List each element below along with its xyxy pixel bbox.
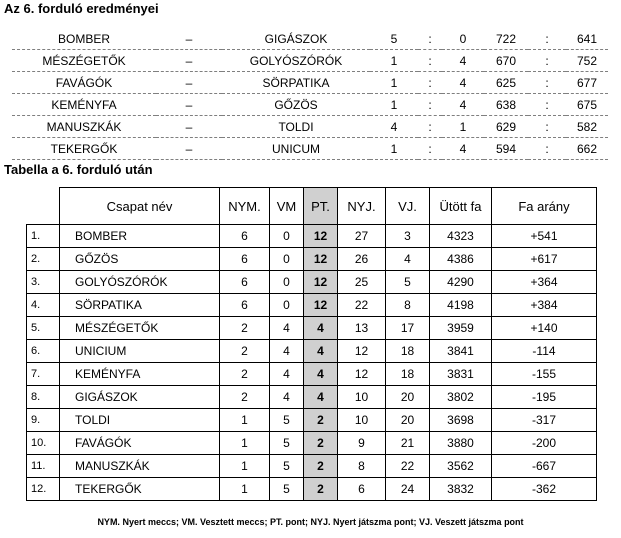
- result-row: [12, 116, 608, 138]
- standing-points: 12: [304, 248, 338, 271]
- result-score-away: 1: [442, 116, 484, 138]
- standing-games-lost: 5: [386, 271, 430, 294]
- standing-rank: 4.: [27, 294, 60, 317]
- header-games-won: NYJ.: [338, 188, 386, 225]
- header-won: NYM.: [220, 188, 270, 225]
- standings-row: [27, 248, 597, 271]
- standing-ratio: +384: [492, 294, 597, 317]
- result-wood-away: 582: [566, 116, 608, 138]
- standing-team: TOLDI: [60, 409, 220, 432]
- header-lost: VM: [270, 188, 304, 225]
- standings-row: [27, 432, 597, 455]
- result-dash: –: [156, 138, 222, 160]
- result-home: TEKERGŐK: [12, 138, 156, 160]
- standing-ratio: +541: [492, 225, 597, 248]
- standing-lost: 0: [270, 271, 304, 294]
- standings-title: Tabella a 6. forduló után: [4, 162, 153, 177]
- result-wood-home: 629: [484, 116, 528, 138]
- result-wood-home: 625: [484, 72, 528, 94]
- standing-games-lost: 17: [386, 317, 430, 340]
- standing-team: GIGÁSZOK: [60, 386, 220, 409]
- standing-ratio: -200: [492, 432, 597, 455]
- standings-row: [27, 317, 597, 340]
- standings-row: [27, 455, 597, 478]
- result-away: GŐZÖS: [222, 94, 370, 116]
- standing-wood: 4386: [430, 248, 492, 271]
- standing-games-lost: 3: [386, 225, 430, 248]
- standings-row: [27, 363, 597, 386]
- standing-games-lost: 8: [386, 294, 430, 317]
- result-home: FAVÁGÓK: [12, 72, 156, 94]
- result-wood-away: 752: [566, 50, 608, 72]
- result-row: [12, 28, 608, 50]
- standing-games-won: 13: [338, 317, 386, 340]
- standing-ratio: -114: [492, 340, 597, 363]
- result-dash: –: [156, 50, 222, 72]
- standings-row: [27, 409, 597, 432]
- standing-rank: 11.: [27, 455, 60, 478]
- result-wood-sep: :: [528, 50, 566, 72]
- standing-won: 1: [220, 409, 270, 432]
- standing-rank: 12.: [27, 478, 60, 501]
- result-home: MANUSZKÁK: [12, 116, 156, 138]
- result-score-away: 4: [442, 94, 484, 116]
- standing-games-lost: 24: [386, 478, 430, 501]
- standing-wood: 3831: [430, 363, 492, 386]
- result-score-away: 0: [442, 28, 484, 50]
- result-dash: –: [156, 94, 222, 116]
- standing-games-won: 10: [338, 409, 386, 432]
- standing-games-won: 8: [338, 455, 386, 478]
- standing-team: SÖRPATIKA: [60, 294, 220, 317]
- standing-won: 2: [220, 363, 270, 386]
- standing-games-won: 9: [338, 432, 386, 455]
- standing-points: 2: [304, 409, 338, 432]
- standing-rank: 3.: [27, 271, 60, 294]
- standing-won: 6: [220, 248, 270, 271]
- standing-lost: 0: [270, 294, 304, 317]
- standing-lost: 4: [270, 317, 304, 340]
- legend-note: NYM. Nyert meccs; VM. Vesztett meccs; PT. pont; NYJ. Nyert játszma pont; VJ. Veszett játszma pont: [97, 517, 524, 527]
- standing-rank: 9.: [27, 409, 60, 432]
- result-score-sep: :: [418, 116, 442, 138]
- standing-wood: 3562: [430, 455, 492, 478]
- result-away: SÖRPATIKA: [222, 72, 370, 94]
- standing-wood: 3959: [430, 317, 492, 340]
- result-score-away: 4: [442, 50, 484, 72]
- result-score-sep: :: [418, 138, 442, 160]
- standing-games-won: 26: [338, 248, 386, 271]
- standing-points: 4: [304, 386, 338, 409]
- result-wood-away: 662: [566, 138, 608, 160]
- standing-team: MÉSZÉGETŐK: [60, 317, 220, 340]
- standing-games-lost: 20: [386, 386, 430, 409]
- standing-points: 4: [304, 317, 338, 340]
- result-wood-home: 670: [484, 50, 528, 72]
- result-away: GIGÁSZOK: [222, 28, 370, 50]
- standing-lost: 5: [270, 409, 304, 432]
- result-score-sep: :: [418, 28, 442, 50]
- standing-ratio: -667: [492, 455, 597, 478]
- standing-rank: 2.: [27, 248, 60, 271]
- standing-won: 2: [220, 317, 270, 340]
- standing-lost: 4: [270, 386, 304, 409]
- standing-ratio: +364: [492, 271, 597, 294]
- result-score-sep: :: [418, 50, 442, 72]
- result-row: [12, 138, 608, 160]
- standing-rank: 6.: [27, 340, 60, 363]
- result-wood-home: 594: [484, 138, 528, 160]
- standing-games-lost: 4: [386, 248, 430, 271]
- standings-row: [27, 225, 597, 248]
- round-results-title: Az 6. forduló eredményei: [4, 1, 159, 16]
- standing-points: 4: [304, 363, 338, 386]
- standing-games-won: 25: [338, 271, 386, 294]
- standing-ratio: -195: [492, 386, 597, 409]
- standing-games-lost: 21: [386, 432, 430, 455]
- standing-won: 1: [220, 455, 270, 478]
- standing-won: 1: [220, 432, 270, 455]
- standings-table: [26, 187, 597, 501]
- result-away: TOLDI: [222, 116, 370, 138]
- header-wood: Ütött fa: [430, 188, 492, 225]
- result-score-home: 1: [370, 94, 418, 116]
- standings-row: [27, 386, 597, 409]
- result-score-home: 4: [370, 116, 418, 138]
- standing-won: 1: [220, 478, 270, 501]
- result-away: UNICUM: [222, 138, 370, 160]
- result-wood-away: 641: [566, 28, 608, 50]
- standing-lost: 5: [270, 432, 304, 455]
- result-wood-sep: :: [528, 94, 566, 116]
- header-corner: [27, 188, 60, 225]
- standing-ratio: -155: [492, 363, 597, 386]
- standing-team: KEMÉNYFA: [60, 363, 220, 386]
- standings-row: [27, 340, 597, 363]
- standing-rank: 1.: [27, 225, 60, 248]
- result-home: KEMÉNYFA: [12, 94, 156, 116]
- result-dash: –: [156, 28, 222, 50]
- result-wood-sep: :: [528, 28, 566, 50]
- standing-rank: 10.: [27, 432, 60, 455]
- result-home: BOMBER: [12, 28, 156, 50]
- standing-wood: 4198: [430, 294, 492, 317]
- result-score-sep: :: [418, 72, 442, 94]
- result-wood-home: 722: [484, 28, 528, 50]
- standing-points: 2: [304, 432, 338, 455]
- standing-games-won: 12: [338, 340, 386, 363]
- standing-wood: 4323: [430, 225, 492, 248]
- standing-ratio: -362: [492, 478, 597, 501]
- round-results-table: [12, 28, 608, 160]
- header-ratio: Fa arány: [492, 188, 597, 225]
- standings-row: [27, 478, 597, 501]
- standing-wood: 3802: [430, 386, 492, 409]
- standing-points: 12: [304, 225, 338, 248]
- result-dash: –: [156, 116, 222, 138]
- result-score-away: 4: [442, 72, 484, 94]
- standing-wood: 3698: [430, 409, 492, 432]
- result-wood-sep: :: [528, 138, 566, 160]
- result-score-home: 1: [370, 50, 418, 72]
- standing-games-won: 22: [338, 294, 386, 317]
- standing-wood: 3841: [430, 340, 492, 363]
- standing-ratio: +140: [492, 317, 597, 340]
- result-row: [12, 72, 608, 94]
- standing-ratio: -317: [492, 409, 597, 432]
- standing-points: 2: [304, 455, 338, 478]
- header-points: PT.: [304, 188, 338, 225]
- result-dash: –: [156, 72, 222, 94]
- standings-row: [27, 294, 597, 317]
- standing-lost: 5: [270, 455, 304, 478]
- standings-header-row: [27, 188, 597, 225]
- result-wood-sep: :: [528, 116, 566, 138]
- result-wood-sep: :: [528, 72, 566, 94]
- standing-games-won: 27: [338, 225, 386, 248]
- standing-points: 12: [304, 271, 338, 294]
- standing-ratio: +617: [492, 248, 597, 271]
- header-games-lost: VJ.: [386, 188, 430, 225]
- standing-team: UNICIUM: [60, 340, 220, 363]
- standing-wood: 4290: [430, 271, 492, 294]
- standing-games-won: 12: [338, 363, 386, 386]
- standing-rank: 5.: [27, 317, 60, 340]
- standing-games-lost: 22: [386, 455, 430, 478]
- standing-rank: 7.: [27, 363, 60, 386]
- result-score-away: 4: [442, 138, 484, 160]
- result-score-home: 1: [370, 72, 418, 94]
- standing-lost: 5: [270, 478, 304, 501]
- standing-games-lost: 18: [386, 340, 430, 363]
- standing-lost: 4: [270, 363, 304, 386]
- standing-team: GOLYÓSZÓRÓK: [60, 271, 220, 294]
- result-home: MÉSZÉGETŐK: [12, 50, 156, 72]
- standings-row: [27, 271, 597, 294]
- standing-games-lost: 20: [386, 409, 430, 432]
- standing-points: 4: [304, 340, 338, 363]
- result-score-home: 5: [370, 28, 418, 50]
- standing-rank: 8.: [27, 386, 60, 409]
- standing-points: 2: [304, 478, 338, 501]
- standing-points: 12: [304, 294, 338, 317]
- standing-lost: 4: [270, 340, 304, 363]
- standing-team: BOMBER: [60, 225, 220, 248]
- result-row: [12, 50, 608, 72]
- standing-won: 2: [220, 386, 270, 409]
- standing-games-won: 10: [338, 386, 386, 409]
- standing-lost: 0: [270, 248, 304, 271]
- standing-team: MANUSZKÁK: [60, 455, 220, 478]
- standing-wood: 3880: [430, 432, 492, 455]
- standing-games-lost: 18: [386, 363, 430, 386]
- result-row: [12, 94, 608, 116]
- result-score-sep: :: [418, 94, 442, 116]
- standing-team: GŐZÖS: [60, 248, 220, 271]
- standing-won: 6: [220, 271, 270, 294]
- result-wood-away: 677: [566, 72, 608, 94]
- standing-lost: 0: [270, 225, 304, 248]
- standing-wood: 3832: [430, 478, 492, 501]
- standing-won: 6: [220, 225, 270, 248]
- standing-games-won: 6: [338, 478, 386, 501]
- standing-won: 6: [220, 294, 270, 317]
- result-wood-away: 675: [566, 94, 608, 116]
- result-wood-home: 638: [484, 94, 528, 116]
- result-away: GOLYÓSZÓRÓK: [222, 50, 370, 72]
- header-team: Csapat név: [60, 188, 220, 225]
- result-score-home: 1: [370, 138, 418, 160]
- standing-team: TEKERGŐK: [60, 478, 220, 501]
- standing-won: 2: [220, 340, 270, 363]
- standing-team: FAVÁGÓK: [60, 432, 220, 455]
